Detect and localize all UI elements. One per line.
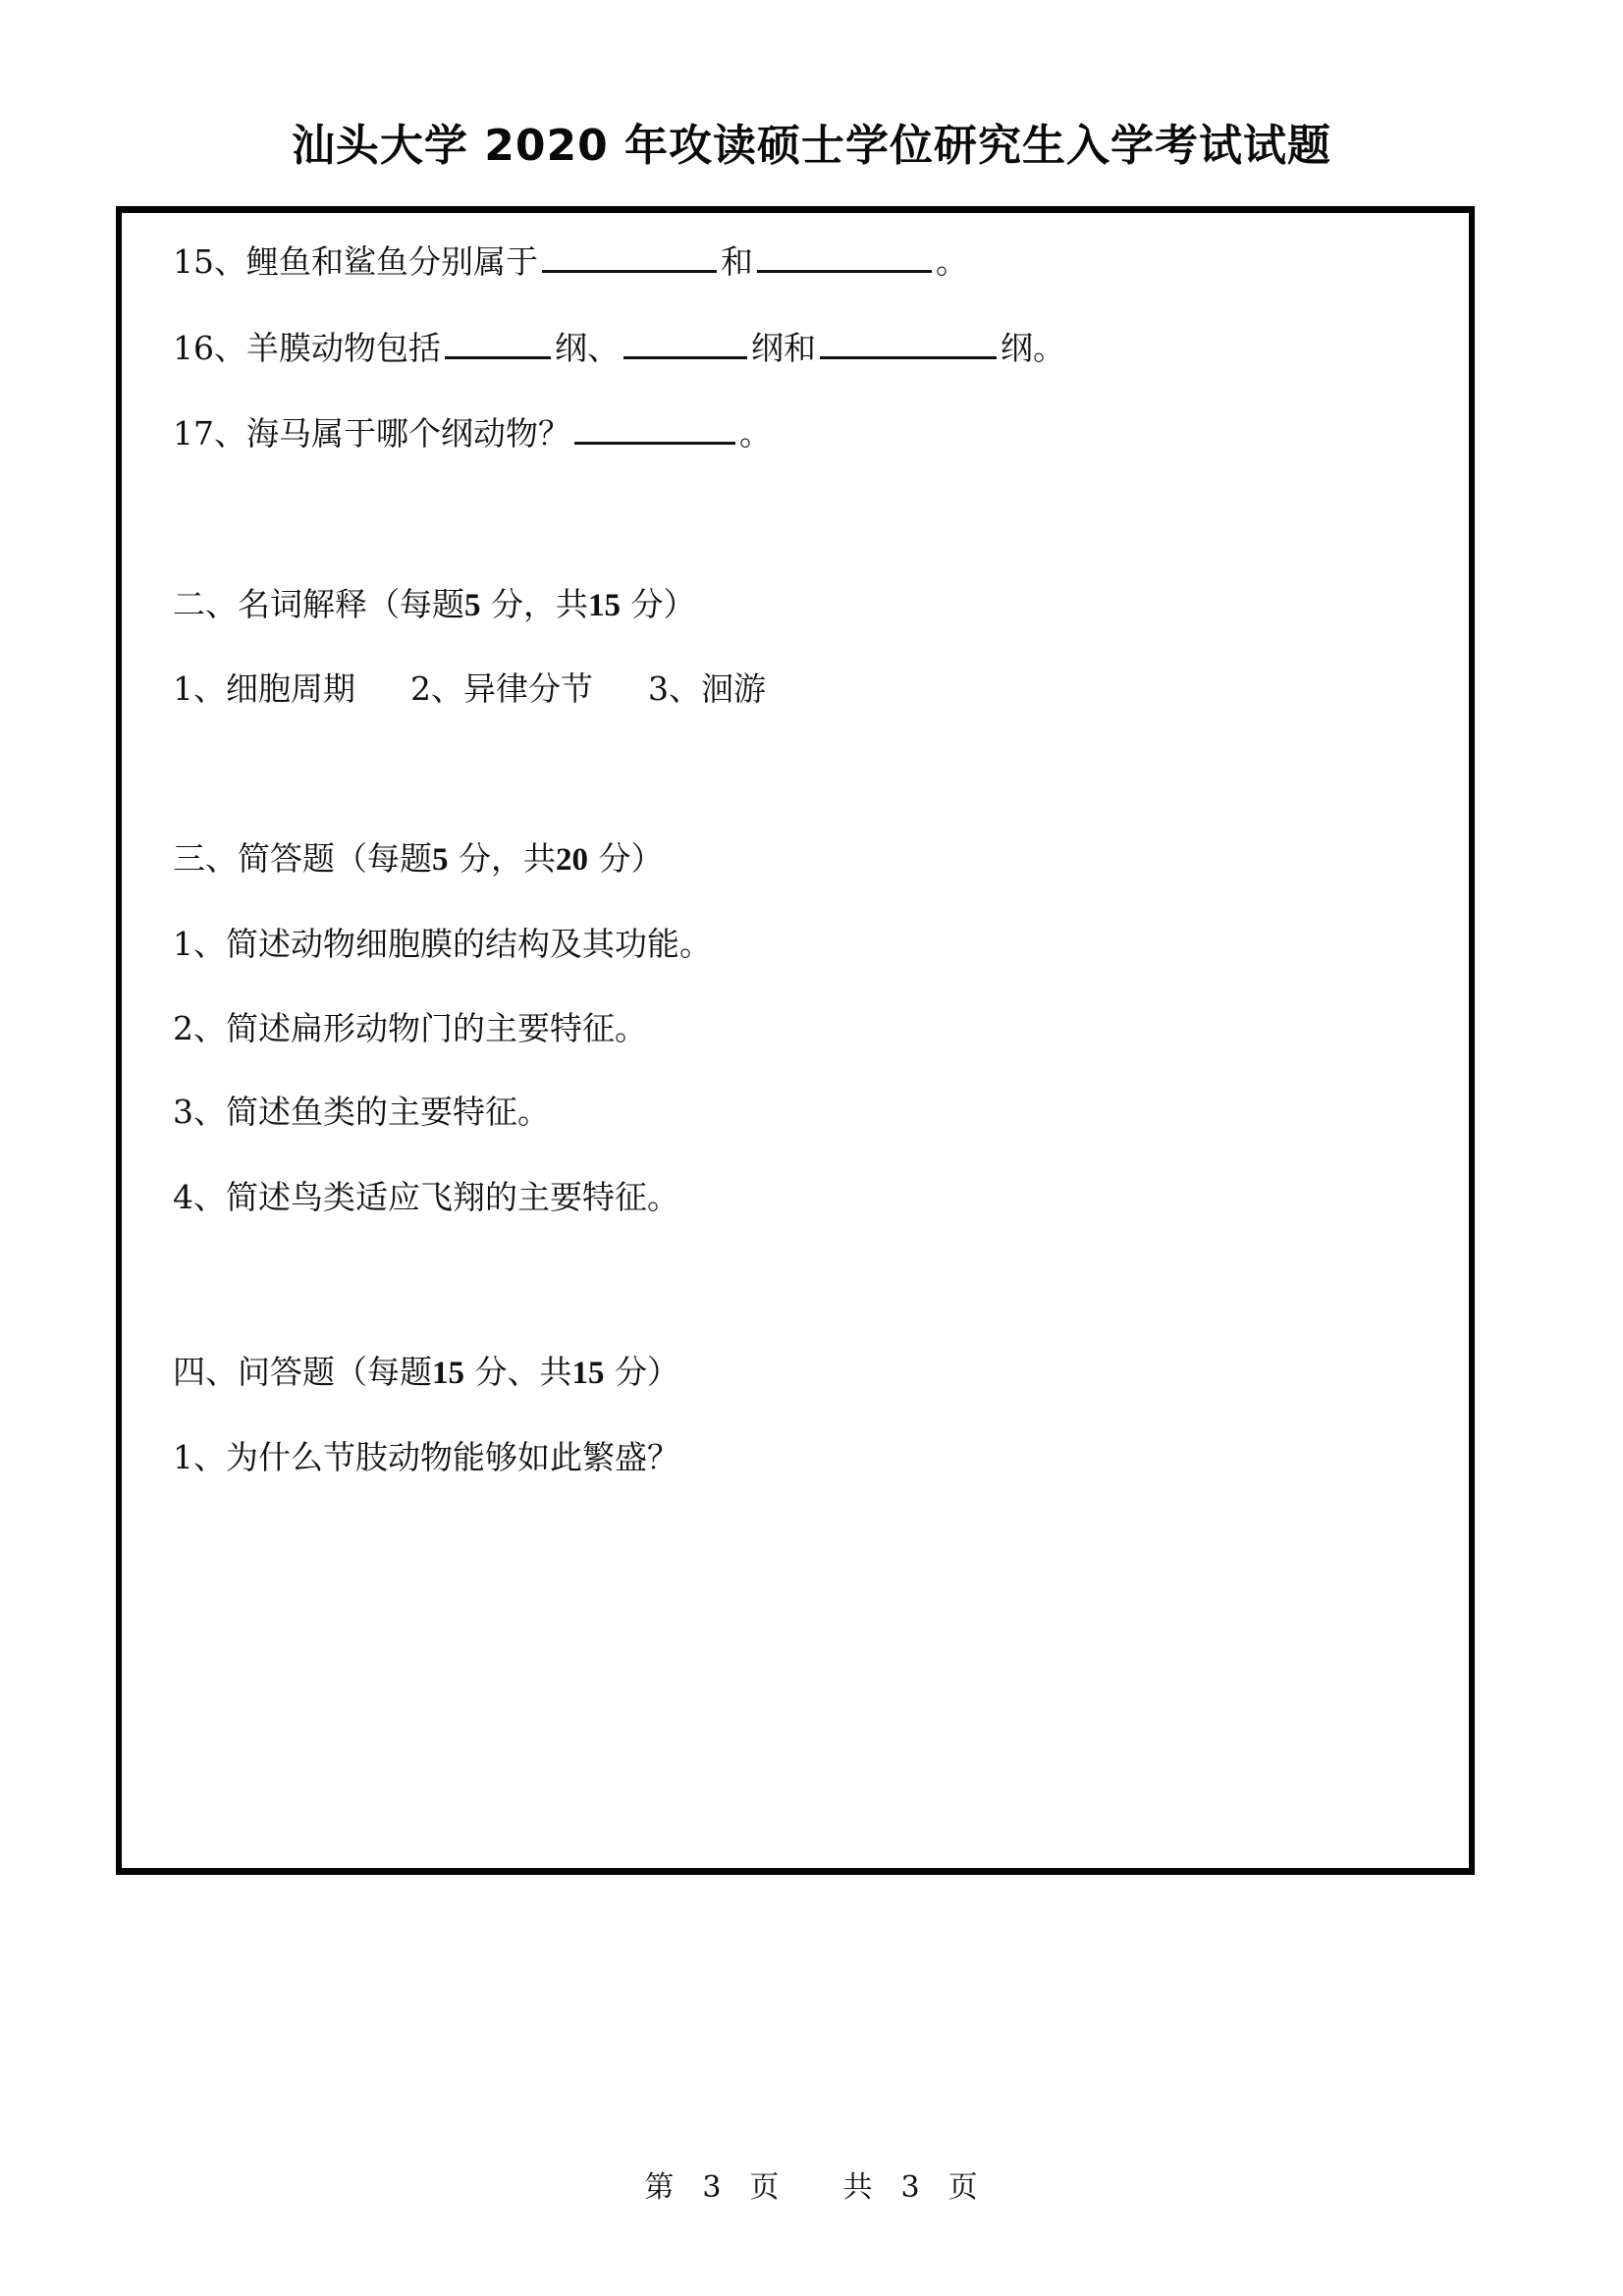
question-text: 海马属于哪个纲动物？ — [246, 414, 570, 453]
question-number: 17、 — [173, 414, 246, 453]
question-text: 。 — [739, 414, 772, 453]
term-item: 2、异律分节 — [410, 669, 593, 708]
answer-blank — [574, 412, 735, 445]
heading-text: 分） — [630, 585, 696, 623]
section3-question: 2、简述扁形动物门的主要特征。 — [173, 1009, 647, 1047]
section4-question: 1、为什么节肢动物能够如此繁盛？ — [173, 1438, 679, 1476]
question-text: 和 — [721, 242, 753, 281]
exam-title: 汕头大学 2020 年攻读硕士学位研究生入学考试试题 — [291, 121, 1332, 171]
per-question-score: 15 — [432, 1356, 464, 1391]
question-text: 纲、 — [555, 329, 620, 367]
answer-blank — [820, 327, 997, 359]
question-text: 鲤鱼和鲨鱼分别属于 — [246, 242, 538, 281]
question-number: 15、 — [173, 242, 246, 281]
term-item: 3、洄游 — [648, 669, 766, 708]
total-unit: 页 — [947, 2170, 979, 2205]
section4-heading — [173, 1353, 679, 1393]
question-text: 。 — [936, 242, 968, 281]
question-17 — [173, 412, 772, 454]
total-score: 20 — [556, 842, 588, 878]
total-score: 15 — [588, 588, 621, 623]
section2-terms — [173, 669, 766, 709]
page-footer — [0, 2163, 1623, 2206]
page-label: 第 — [644, 2170, 676, 2205]
section3-heading — [173, 839, 664, 880]
answer-blank — [542, 240, 717, 273]
heading-text: 四、问答题（每题 — [173, 1353, 432, 1391]
question-text: 纲和 — [751, 329, 816, 367]
section3-question: 4、简述鸟类适应飞翔的主要特征。 — [173, 1178, 679, 1216]
per-question-score: 5 — [464, 588, 481, 623]
heading-text: 分，共 — [491, 585, 588, 623]
term-item: 1、细胞周期 — [173, 669, 355, 708]
total-pages: 3 — [900, 2170, 921, 2205]
page-unit: 页 — [749, 2170, 781, 2205]
question-text: 羊膜动物包括 — [246, 329, 441, 367]
question-16 — [173, 327, 1065, 368]
total-label: 共 — [842, 2170, 874, 2205]
heading-text: 分） — [615, 1353, 679, 1391]
current-page: 3 — [702, 2170, 723, 2205]
answer-blank — [445, 327, 551, 359]
heading-text: 二、名词解释（每题 — [173, 585, 464, 623]
heading-text: 分） — [598, 839, 664, 878]
section3-question: 1、简述动物细胞膜的结构及其功能。 — [173, 925, 712, 963]
question-number: 16、 — [173, 329, 246, 367]
question-text: 纲。 — [1001, 329, 1065, 367]
per-question-score: 5 — [432, 842, 449, 878]
heading-text: 分、共 — [474, 1353, 572, 1391]
section3-question: 3、简述鱼类的主要特征。 — [173, 1093, 550, 1131]
heading-text: 三、简答题（每题 — [173, 839, 432, 878]
section2-heading — [173, 585, 696, 625]
question-15 — [173, 240, 968, 282]
answer-blank — [757, 240, 932, 273]
answer-blank — [623, 327, 747, 359]
heading-text: 分，共 — [459, 839, 556, 878]
total-score: 15 — [571, 1356, 605, 1391]
